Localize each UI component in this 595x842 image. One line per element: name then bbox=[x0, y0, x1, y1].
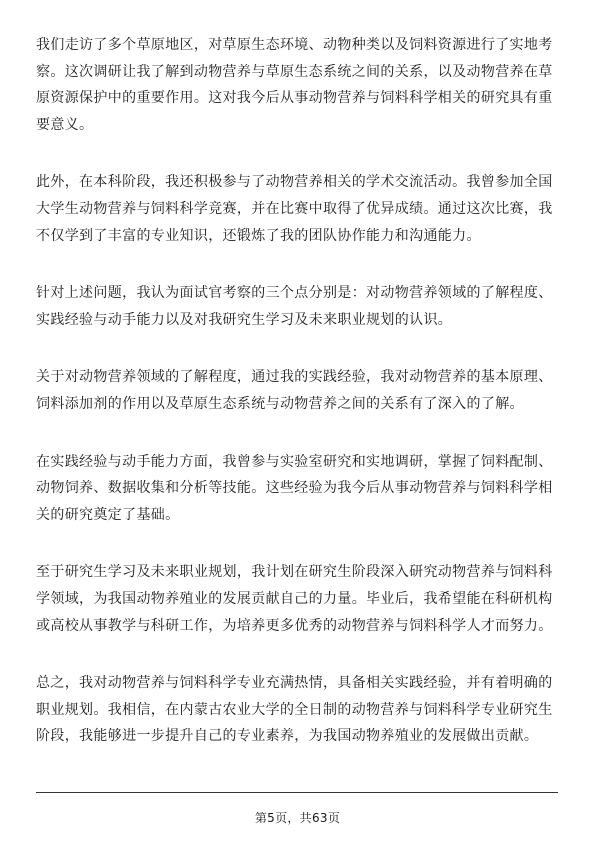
paragraph-line: 关于对动物营养领域的了解程度，通过我的实践经验，我对动物营养的基本原理、 bbox=[36, 369, 553, 386]
paragraph-practical-skills bbox=[36, 449, 558, 529]
paragraph-interview-points bbox=[36, 280, 558, 333]
paragraph-line: 大学生动物营养与饲料科学竞赛，并在比赛中取得了优异成绩。通过这次比赛，我 bbox=[36, 200, 553, 217]
document-body bbox=[36, 32, 558, 781]
paragraph-line: 总之，我对动物营养与饲料科学专业充满热情，具备相关实践经验，并有着明确的 bbox=[36, 675, 553, 692]
paragraph-line: 实践经验与动手能力以及对我研究生学习及未来职业规划的认识。 bbox=[36, 311, 453, 328]
paragraph-line: 动物饲养、数据收集和分析等技能。这些经验为我今后从事动物营养与饲料科学相 bbox=[36, 480, 553, 497]
paragraph-career-plan bbox=[36, 559, 558, 639]
paragraph-field-research bbox=[36, 32, 558, 138]
paragraph-line: 此外，在本科阶段，我还积极参与了动物营养相关的学术交流活动。我曾参加全国 bbox=[36, 174, 553, 191]
paragraph-line: 针对上述问题，我认为面试官考察的三个点分别是：对动物营养领域的了解程度、 bbox=[36, 285, 553, 302]
paragraph-line: 察。这次调研让我了解到动物营养与草原生态系统之间的关系，以及动物营养在草 bbox=[36, 63, 553, 80]
footer-divider bbox=[36, 792, 558, 793]
paragraph-line: 饲料添加剂的作用以及草原生态系统与动物营养之间的关系有了深入的了解。 bbox=[36, 395, 524, 412]
paragraph-line: 在实践经验与动手能力方面，我曾参与实验室研究和实地调研，掌握了饲料配制、 bbox=[36, 453, 553, 470]
paragraph-conclusion bbox=[36, 670, 558, 750]
paragraph-line: 要意义。 bbox=[36, 116, 94, 133]
paragraph-line: 学领域，为我国动物养殖业的发展贡献自己的力量。毕业后，我希望能在科研机构 bbox=[36, 590, 553, 607]
paragraph-line: 原资源保护中的重要作用。这对我今后从事动物营养与饲料科学相关的研究具有重 bbox=[36, 90, 553, 107]
page-number: 第5页，共63页 bbox=[254, 811, 341, 825]
paragraph-field-understanding bbox=[36, 364, 558, 417]
paragraph-line: 不仅学到了丰富的专业知识，还锻炼了我的团队协作能力和沟通能力。 bbox=[36, 227, 481, 244]
paragraph-line: 至于研究生学习及未来职业规划，我计划在研究生阶段深入研究动物营养与饲料科 bbox=[36, 564, 553, 581]
paragraph-line: 职业规划。我相信，在内蒙古农业大学的全日制的动物营养与饲料科学专业研究生 bbox=[36, 701, 553, 718]
paragraph-line: 阶段，我能够进一步提升自己的专业素养，为我国动物养殖业的发展做出贡献。 bbox=[36, 728, 539, 745]
paragraph-academic-activities bbox=[36, 169, 558, 249]
paragraph-line: 关的研究奠定了基础。 bbox=[36, 506, 180, 523]
paragraph-line: 或高校从事教学与科研工作，为培养更多优秀的动物营养与饲料科学人才而努力。 bbox=[36, 617, 553, 634]
paragraph-line: 我们走访了多个草原地区，对草原生态环境、动物种类以及饲料资源进行了实地考 bbox=[36, 37, 553, 53]
